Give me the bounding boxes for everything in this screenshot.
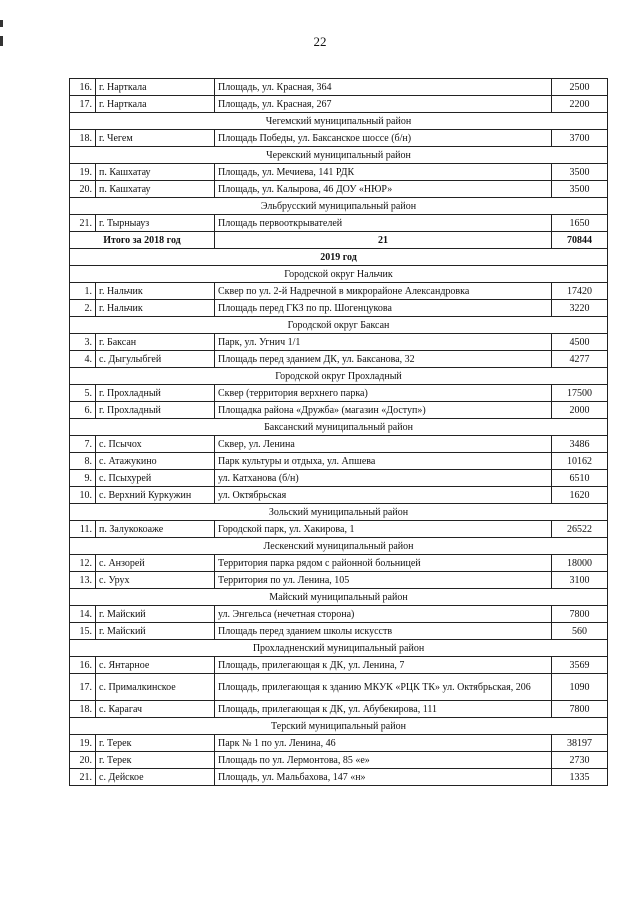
row-object: Парк культуры и отдыха, ул. Апшева [215,453,552,470]
row-locality: с. Карагач [96,701,215,718]
section-header-row [70,317,608,334]
year-header-row [70,249,608,266]
row-number: 20. [70,752,96,769]
row-number: 18. [70,130,96,147]
row-locality: с. Анзорей [96,555,215,572]
row-locality: с. Янтарное [96,657,215,674]
row-number: 19. [70,735,96,752]
row-object: Парк, ул. Угнич 1/1 [215,334,552,351]
row-locality: г. Прохладный [96,385,215,402]
row-object: ул. Октябрьская [215,487,552,504]
row-number: 13. [70,572,96,589]
row-locality: с. Псычох [96,436,215,453]
table-row [70,215,608,232]
row-area: 17500 [552,385,608,402]
table-row [70,351,608,368]
section-header-row [70,718,608,735]
total-count: 21 [215,232,552,249]
row-locality: с. Прималкинское [96,674,215,701]
row-area: 3569 [552,657,608,674]
row-object: Площадь, ул. Красная, 267 [215,96,552,113]
row-object: Территория по ул. Ленина, 105 [215,572,552,589]
row-area: 17420 [552,283,608,300]
table-row [70,164,608,181]
row-locality: п. Кашхатау [96,164,215,181]
section-header-row [70,113,608,130]
table-row [70,487,608,504]
row-locality: г. Нарткала [96,96,215,113]
section-header-row [70,147,608,164]
section-title: Чегемский муниципальный район [70,113,608,130]
row-number: 20. [70,181,96,198]
section-title: Городской округ Прохладный [70,368,608,385]
row-number: 2. [70,300,96,317]
row-area: 1090 [552,674,608,701]
row-area: 26522 [552,521,608,538]
section-header-row [70,419,608,436]
table-row [70,300,608,317]
row-area: 3500 [552,164,608,181]
row-locality: п. Кашхатау [96,181,215,198]
table-row [70,96,608,113]
row-area: 3700 [552,130,608,147]
row-area: 2200 [552,96,608,113]
row-object: Площадь, ул. Мечиева, 141 РДК [215,164,552,181]
row-area: 2730 [552,752,608,769]
row-area: 7800 [552,701,608,718]
row-object: ул. Катханова (б/н) [215,470,552,487]
row-number: 1. [70,283,96,300]
row-locality: с. Дыгулыбгей [96,351,215,368]
table-row [70,606,608,623]
row-object: Площадь по ул. Лермонтова, 85 «е» [215,752,552,769]
row-number: 11. [70,521,96,538]
row-object: Площадь перед зданием ДК, ул. Баксанова, 32 [215,351,552,368]
row-locality: с. Дейское [96,769,215,786]
row-number: 4. [70,351,96,368]
table-row [70,572,608,589]
row-object: Площадь, ул. Калырова, 46 ДОУ «НЮР» [215,181,552,198]
row-area: 1620 [552,487,608,504]
section-header-row [70,266,608,283]
row-locality: г. Терек [96,752,215,769]
table-row [70,470,608,487]
table-row [70,79,608,96]
row-object: Городской парк, ул. Хакирова, 1 [215,521,552,538]
section-title: Городской округ Баксан [70,317,608,334]
row-locality: п. Залукокоаже [96,521,215,538]
row-locality: г. Чегем [96,130,215,147]
row-number: 14. [70,606,96,623]
row-number: 17. [70,674,96,701]
row-object: Площадь первооткрывателей [215,215,552,232]
row-area: 1650 [552,215,608,232]
row-locality: с. Верхний Куркужин [96,487,215,504]
row-number: 16. [70,79,96,96]
row-locality: г. Нарткала [96,79,215,96]
locations-table [69,78,608,786]
total-label: Итого за 2018 год [70,232,215,249]
section-title: Баксанский муниципальный район [70,419,608,436]
row-object: ул. Энгельса (нечетная сторона) [215,606,552,623]
row-area: 3500 [552,181,608,198]
section-title: Зольский муниципальный район [70,504,608,521]
row-area: 6510 [552,470,608,487]
row-area: 7800 [552,606,608,623]
row-area: 2000 [552,402,608,419]
row-number: 21. [70,215,96,232]
row-number: 15. [70,623,96,640]
row-object: Парк № 1 по ул. Ленина, 46 [215,735,552,752]
section-title: Лескенский муниципальный район [70,538,608,555]
section-header-row [70,640,608,657]
row-area: 560 [552,623,608,640]
row-object: Площадь, прилегающая к зданию МКУК «РЦК ТК» ул. Октябрьская, 206 [215,674,552,701]
row-area: 1335 [552,769,608,786]
row-number: 12. [70,555,96,572]
row-number: 19. [70,164,96,181]
row-locality: г. Майский [96,623,215,640]
row-area: 10162 [552,453,608,470]
total-area: 70844 [552,232,608,249]
section-title: Черекский муниципальный район [70,147,608,164]
row-locality: г. Тырныауз [96,215,215,232]
row-object: Сквер (территория верхнего парка) [215,385,552,402]
row-object: Площадка района «Дружба» (магазин «Доступ») [215,402,552,419]
row-object: Площадь, прилегающая к ДК, ул. Абубекирова, 111 [215,701,552,718]
row-locality: г. Нальчик [96,283,215,300]
row-locality: г. Прохладный [96,402,215,419]
row-object: Площадь, ул. Мальбахова, 147 «н» [215,769,552,786]
section-title: Городской округ Нальчик [70,266,608,283]
table-row [70,334,608,351]
table-row [70,181,608,198]
row-object: Площадь, прилегающая к ДК, ул. Ленина, 7 [215,657,552,674]
page-number: 22 [313,34,327,49]
section-header-row [70,504,608,521]
table-row [70,623,608,640]
section-header-row [70,368,608,385]
row-object: Площадь, ул. Красная, 364 [215,79,552,96]
table-row [70,385,608,402]
table-row [70,555,608,572]
row-object: Площадь перед ГКЗ по пр. Шогенцукова [215,300,552,317]
row-area: 3220 [552,300,608,317]
row-number: 6. [70,402,96,419]
table-row [70,453,608,470]
section-header-row [70,198,608,215]
table-row [70,436,608,453]
row-number: 7. [70,436,96,453]
row-number: 16. [70,657,96,674]
row-object: Территория парка рядом с районной больницей [215,555,552,572]
row-number: 8. [70,453,96,470]
table-row [70,769,608,786]
row-area: 4277 [552,351,608,368]
row-number: 18. [70,701,96,718]
row-object: Площадь перед зданием школы искусств [215,623,552,640]
row-area: 3100 [552,572,608,589]
row-locality: с. Урух [96,572,215,589]
section-title: Терский муниципальный район [70,718,608,735]
section-title: Прохладненский муниципальный район [70,640,608,657]
row-area: 4500 [552,334,608,351]
row-area: 3486 [552,436,608,453]
row-number: 5. [70,385,96,402]
margin-mark [0,20,3,27]
row-locality: с. Атажукино [96,453,215,470]
row-object: Сквер, ул. Ленина [215,436,552,453]
row-number: 3. [70,334,96,351]
row-object: Площадь Победы, ул. Баксанское шоссе (б/н) [215,130,552,147]
row-number: 9. [70,470,96,487]
table-row [70,657,608,674]
total-row [70,232,608,249]
table-row [70,402,608,419]
row-object: Сквер по ул. 2-й Надречной в микрорайоне Александровка [215,283,552,300]
row-area: 2500 [552,79,608,96]
table-row [70,130,608,147]
section-title: Майский муниципальный район [70,589,608,606]
row-locality: с. Псыхурей [96,470,215,487]
row-number: 21. [70,769,96,786]
section-title: Эльбрусский муниципальный район [70,198,608,215]
row-number: 17. [70,96,96,113]
table-row [70,701,608,718]
table-row [70,752,608,769]
year-title: 2019 год [70,249,608,266]
row-locality: г. Терек [96,735,215,752]
row-locality: г. Баксан [96,334,215,351]
table-row [70,674,608,701]
table-row [70,283,608,300]
row-area: 18000 [552,555,608,572]
row-locality: г. Майский [96,606,215,623]
section-header-row [70,538,608,555]
row-locality: г. Нальчик [96,300,215,317]
table-row [70,521,608,538]
table-row [70,735,608,752]
row-number: 10. [70,487,96,504]
row-area: 38197 [552,735,608,752]
section-header-row [70,589,608,606]
